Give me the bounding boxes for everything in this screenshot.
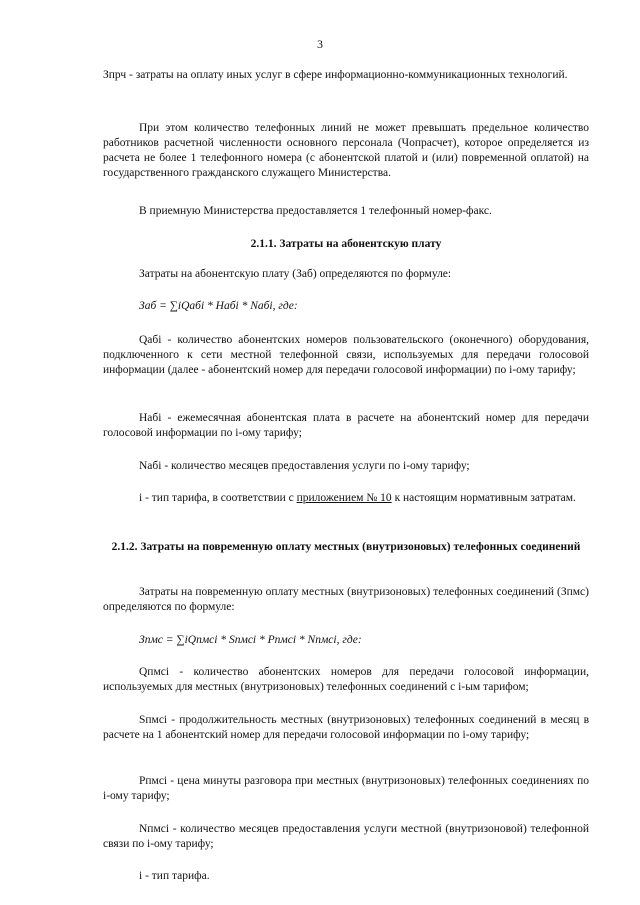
definition-h-ab: Набi - ежемесячная абонентская плата в расчете на абонентский номер для передачи голосовой информации по i-ому тарифу; bbox=[103, 412, 589, 439]
formula-local-calls: Зпмс = ∑iQпмсi * Sпмсi * Pпмсi * Nпмсi, где: bbox=[139, 634, 362, 646]
definition-q-pmc: Qпмсi - количество абонентских номеров для передачи голосовой информации, используемых для местных (внутризоновых) телефонных соединений с i-ым тарифом; bbox=[103, 666, 589, 693]
page-number: 3 bbox=[317, 37, 323, 51]
tariff-text-after: к настоящим нормативным затратам. bbox=[391, 492, 576, 504]
definition-q-ab: Qабi - количество абонентских номеров пользовательского (оконечного) оборудования, подключенного к сети местной телефонной связи, используемых для передачи голосовой информации (далее - абонентский номер для передачи голосовой информации) по i-ому тарифу; bbox=[103, 334, 589, 376]
paragraph-phone-lines-limit: При этом количество телефонных линий не может превышать предельное количество работников расчетной численности основного персонала (Чопрасчет), которое определяется из расчета не более 1 телефонного номера (с абонентской платой и (или) повременной оплатой) на государственного гражданского служащего Министерства. bbox=[103, 122, 589, 179]
section-heading-2-1-2: 2.1.2. Затраты на повременную оплату местных (внутризоновых) телефонных соединений bbox=[111, 541, 581, 553]
paragraph-subscription-intro: Затраты на абонентскую плату (Заб) определяются по формуле: bbox=[139, 268, 452, 280]
definition-i-tariff bbox=[103, 491, 589, 506]
appendix-10-link[interactable]: приложением № 10 bbox=[296, 492, 392, 504]
definition-n-pmc: Nпмсi - количество месяцев предоставления услуги местной (внутризоновой) телефонной связи по i-ому тарифу; bbox=[103, 823, 589, 850]
section-heading-2-1-1: 2.1.1. Затраты на абонентскую плату bbox=[250, 238, 442, 250]
paragraph-zprch: Зпрч - затраты на оплату иных услуг в сфере информационно-коммуникационных технологий. bbox=[103, 69, 568, 81]
definition-n-ab: Nабi - количество месяцев предоставления услуги по i-ому тарифу; bbox=[139, 460, 470, 472]
formula-subscription: Заб = ∑iQабi * Набi * Nабi, где: bbox=[139, 300, 298, 312]
paragraph-local-calls-intro: Затраты на повременную оплату местных (внутризоновых) телефонных соединений (Зпмс) определяются по формуле: bbox=[103, 586, 589, 613]
tariff-text-before: i - тип тарифа, в соответствии с bbox=[139, 492, 297, 504]
definition-i-type: i - тип тарифа. bbox=[139, 870, 210, 882]
paragraph-reception-fax: В приемную Министерства предоставляется 1 телефонный номер-факс. bbox=[139, 205, 492, 217]
definition-p-pmc: Pпмсi - цена минуты разговора при местных (внутризоновых) телефонных соединениях по i-ому тарифу; bbox=[103, 775, 589, 802]
definition-s-pmc: Sпмсi - продолжительность местных (внутризоновых) телефонных соединений в месяц в расчете на 1 абонентский номер для передачи голосовой информации по i-ому тарифу; bbox=[103, 714, 589, 741]
